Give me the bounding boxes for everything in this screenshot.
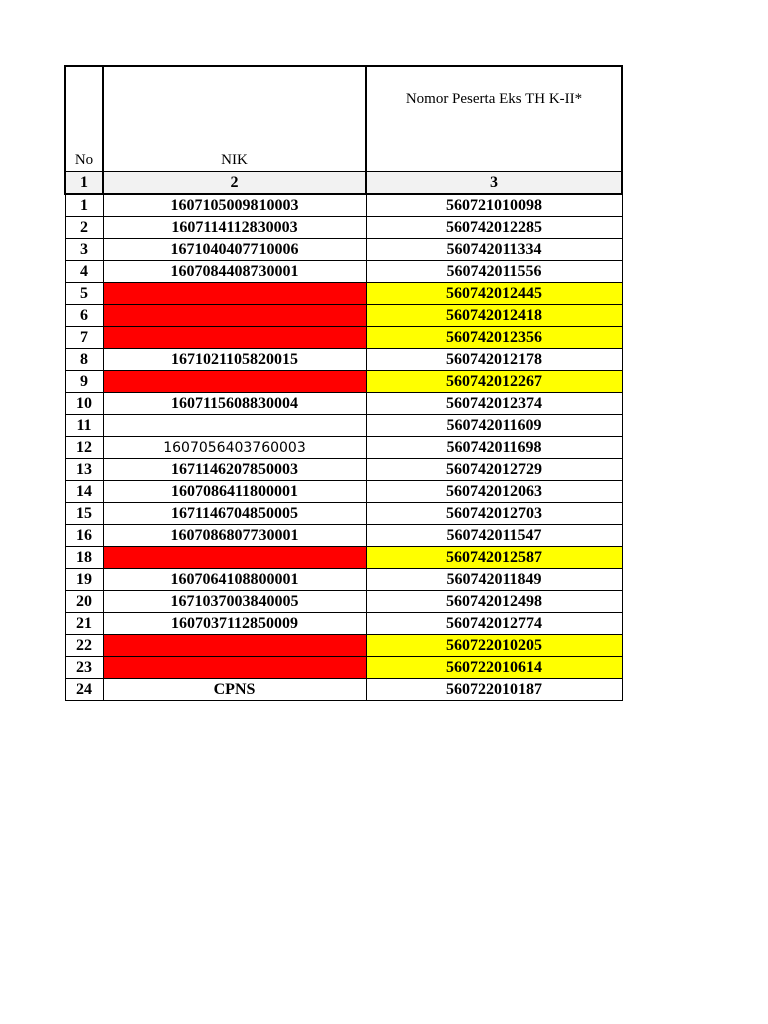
row-no-cell: 19 xyxy=(65,569,103,591)
column-number-row xyxy=(65,172,622,195)
nik-cell-redacted xyxy=(103,327,366,349)
row-no-cell: 15 xyxy=(65,503,103,525)
table-row xyxy=(65,261,622,283)
table-row xyxy=(65,305,622,327)
nik-cell: 1607115608830004 xyxy=(103,393,366,415)
row-no-cell: 3 xyxy=(65,239,103,261)
header-nomor-peserta: Nomor Peserta Eks TH K-II* xyxy=(366,66,622,172)
table-row xyxy=(65,393,622,415)
table-row xyxy=(65,569,622,591)
nik-cell: 1607037112850009 xyxy=(103,613,366,635)
nomor-peserta-cell: 560742011556 xyxy=(366,261,622,283)
nomor-peserta-cell-highlighted: 560742012445 xyxy=(366,283,622,305)
row-no-cell: 20 xyxy=(65,591,103,613)
table-row xyxy=(65,194,622,217)
header-row xyxy=(65,66,622,172)
table-row xyxy=(65,459,622,481)
row-no-cell: 22 xyxy=(65,635,103,657)
nik-cell: 1671021105820015 xyxy=(103,349,366,371)
column-number-2: 2 xyxy=(103,172,366,195)
row-no-cell: 4 xyxy=(65,261,103,283)
table-row xyxy=(65,327,622,349)
column-number-3: 3 xyxy=(366,172,622,195)
nik-cell: 1607064108800001 xyxy=(103,569,366,591)
row-no-cell: 21 xyxy=(65,613,103,635)
nik-cell: CPNS xyxy=(103,679,366,701)
nomor-peserta-cell: 560742012498 xyxy=(366,591,622,613)
nomor-peserta-cell: 560742011334 xyxy=(366,239,622,261)
nik-cell: 1671040407710006 xyxy=(103,239,366,261)
row-no-cell: 12 xyxy=(65,437,103,459)
nomor-peserta-cell: 560742011547 xyxy=(366,525,622,547)
table-row xyxy=(65,613,622,635)
table-row xyxy=(65,349,622,371)
nik-cell: 1607084408730001 xyxy=(103,261,366,283)
table-row xyxy=(65,437,622,459)
nik-cell: 1671146704850005 xyxy=(103,503,366,525)
table-row xyxy=(65,657,622,679)
table-row xyxy=(65,217,622,239)
nomor-peserta-cell: 560742012774 xyxy=(366,613,622,635)
row-no-cell: 13 xyxy=(65,459,103,481)
table-row xyxy=(65,679,622,701)
nik-cell: 1671037003840005 xyxy=(103,591,366,613)
row-no-cell: 6 xyxy=(65,305,103,327)
header-nik: NIK xyxy=(103,66,366,172)
nomor-peserta-cell-highlighted: 560742012418 xyxy=(366,305,622,327)
row-no-cell: 1 xyxy=(65,194,103,217)
header-no: No xyxy=(65,66,103,172)
nomor-peserta-cell: 560742011698 xyxy=(366,437,622,459)
row-no-cell: 2 xyxy=(65,217,103,239)
row-no-cell: 16 xyxy=(65,525,103,547)
nomor-peserta-cell-highlighted: 560722010205 xyxy=(366,635,622,657)
row-no-cell: 23 xyxy=(65,657,103,679)
nomor-peserta-cell: 560742012063 xyxy=(366,481,622,503)
table-row xyxy=(65,591,622,613)
nik-cell-redacted xyxy=(103,547,366,569)
nomor-peserta-cell-highlighted: 560742012267 xyxy=(366,371,622,393)
table-row xyxy=(65,415,622,437)
row-no-cell: 7 xyxy=(65,327,103,349)
nik-cell: 1607114112830003 xyxy=(103,217,366,239)
table-row xyxy=(65,239,622,261)
row-no-cell: 11 xyxy=(65,415,103,437)
nomor-peserta-cell: 560742011609 xyxy=(366,415,622,437)
table-row xyxy=(65,371,622,393)
nomor-peserta-cell-highlighted: 560742012587 xyxy=(366,547,622,569)
row-no-cell: 10 xyxy=(65,393,103,415)
table-row xyxy=(65,635,622,657)
nomor-peserta-cell: 560742012285 xyxy=(366,217,622,239)
nik-cell: 1607056403760003 xyxy=(103,437,366,459)
nik-cell-redacted xyxy=(103,635,366,657)
table-row xyxy=(65,503,622,525)
nomor-peserta-cell-highlighted: 560722010614 xyxy=(366,657,622,679)
nik-cell: 1607086807730001 xyxy=(103,525,366,547)
nomor-peserta-cell: 560742012703 xyxy=(366,503,622,525)
nomor-peserta-cell: 560742012729 xyxy=(366,459,622,481)
nomor-peserta-cell: 560742012178 xyxy=(366,349,622,371)
row-no-cell: 24 xyxy=(65,679,103,701)
nik-cell-redacted xyxy=(103,371,366,393)
column-number-1: 1 xyxy=(65,172,103,195)
row-no-cell: 9 xyxy=(65,371,103,393)
nik-cell: 1607105009810003 xyxy=(103,194,366,217)
row-no-cell: 8 xyxy=(65,349,103,371)
nik-cell-redacted xyxy=(103,305,366,327)
nik-cell-redacted xyxy=(103,283,366,305)
nik-cell: 1671146207850003 xyxy=(103,459,366,481)
nomor-peserta-cell-highlighted: 560742012356 xyxy=(366,327,622,349)
participant-table xyxy=(64,65,623,701)
table-row xyxy=(65,283,622,305)
table-row xyxy=(65,525,622,547)
row-no-cell: 14 xyxy=(65,481,103,503)
row-no-cell: 18 xyxy=(65,547,103,569)
table-row xyxy=(65,481,622,503)
table-body xyxy=(65,66,622,701)
nomor-peserta-cell: 560742012374 xyxy=(366,393,622,415)
nomor-peserta-cell: 560722010187 xyxy=(366,679,622,701)
nomor-peserta-cell: 560742011849 xyxy=(366,569,622,591)
nik-cell xyxy=(103,415,366,437)
nomor-peserta-cell: 560721010098 xyxy=(366,194,622,217)
nik-cell-redacted xyxy=(103,657,366,679)
row-no-cell: 5 xyxy=(65,283,103,305)
table-row xyxy=(65,547,622,569)
nik-cell: 1607086411800001 xyxy=(103,481,366,503)
